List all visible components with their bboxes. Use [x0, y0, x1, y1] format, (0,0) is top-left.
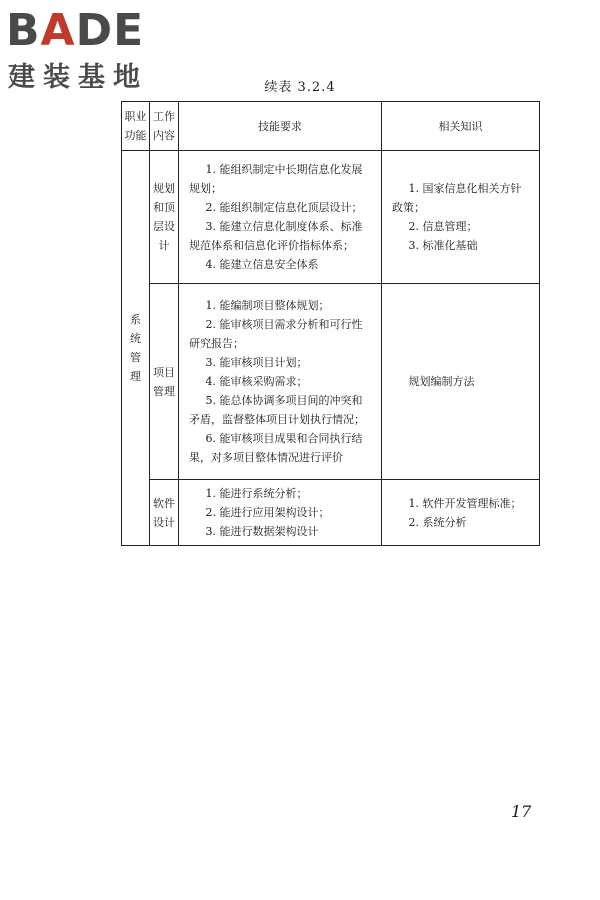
- skill-item: 2. 能进行应用架构设计；: [205, 506, 330, 519]
- skill-item: 4. 能审核采购需求；: [205, 375, 308, 388]
- table-row: [122, 151, 540, 284]
- logo-wordmark: BADE: [6, 5, 145, 56]
- skills-cell: [179, 151, 382, 284]
- table-caption: 续表 3.2.4: [264, 80, 336, 95]
- header-skills: 技能要求: [179, 102, 382, 151]
- knowledge-item: 1. 软件开发管理标准；: [408, 496, 522, 510]
- skill-item: 3. 能审核项目计划；: [205, 356, 308, 369]
- skills-cell: [179, 480, 382, 546]
- skill-item: 4. 能建立信息安全体系: [205, 258, 319, 271]
- skill-item: 3. 能建立信息化制度体系、标准规范体系和信息化评价指标体系；: [189, 220, 363, 252]
- knowledge-item: 2. 信息管理；: [408, 220, 478, 233]
- header-content: 工作内容: [150, 102, 179, 151]
- knowledge-cell: [382, 480, 540, 546]
- skill-item: 2. 能审核项目需求分析和可行性研究报告；: [189, 318, 363, 350]
- skill-item: 3. 能进行数据架构设计: [205, 525, 319, 538]
- skill-item: 5. 能总体协调多项目间的冲突和矛盾，监督整体项目计划执行情况；: [189, 394, 365, 426]
- knowledge-item: 1. 国家信息化相关方针政策；: [392, 182, 522, 214]
- skills-table: [121, 101, 540, 546]
- knowledge-item: 规划编制方法: [408, 375, 475, 388]
- skill-item: 1. 能组织制定中长期信息化发展规划；: [189, 163, 363, 195]
- skill-item: 6. 能审核项目成果和合同执行结果，对多项目整体情况进行评价: [189, 432, 363, 464]
- page-number: 17: [511, 802, 532, 821]
- skill-item: 1. 能进行系统分析；: [205, 487, 308, 500]
- content-cell: 规划和顶层设计: [150, 151, 179, 284]
- role-cell: 系统管理: [122, 151, 150, 546]
- content-cell: 软件设计: [150, 480, 179, 546]
- knowledge-cell: [382, 151, 540, 284]
- knowledge-item: 2. 系统分析: [408, 515, 467, 529]
- skills-cell: [179, 284, 382, 480]
- knowledge-cell: [382, 284, 540, 480]
- header-knowledge: 相关知识: [382, 102, 540, 151]
- table-header-row: [122, 102, 540, 151]
- knowledge-item: 3. 标准化基础: [408, 239, 478, 252]
- table-row: [122, 284, 540, 480]
- logo-subtitle: 建装基地: [8, 62, 148, 93]
- table-row: [122, 480, 540, 546]
- header-role: 职业功能: [122, 102, 150, 151]
- skill-item: 2. 能组织制定信息化顶层设计；: [205, 201, 363, 214]
- skill-item: 1. 能编制项目整体规划；: [205, 299, 330, 312]
- content-cell: 项目管理: [150, 284, 179, 480]
